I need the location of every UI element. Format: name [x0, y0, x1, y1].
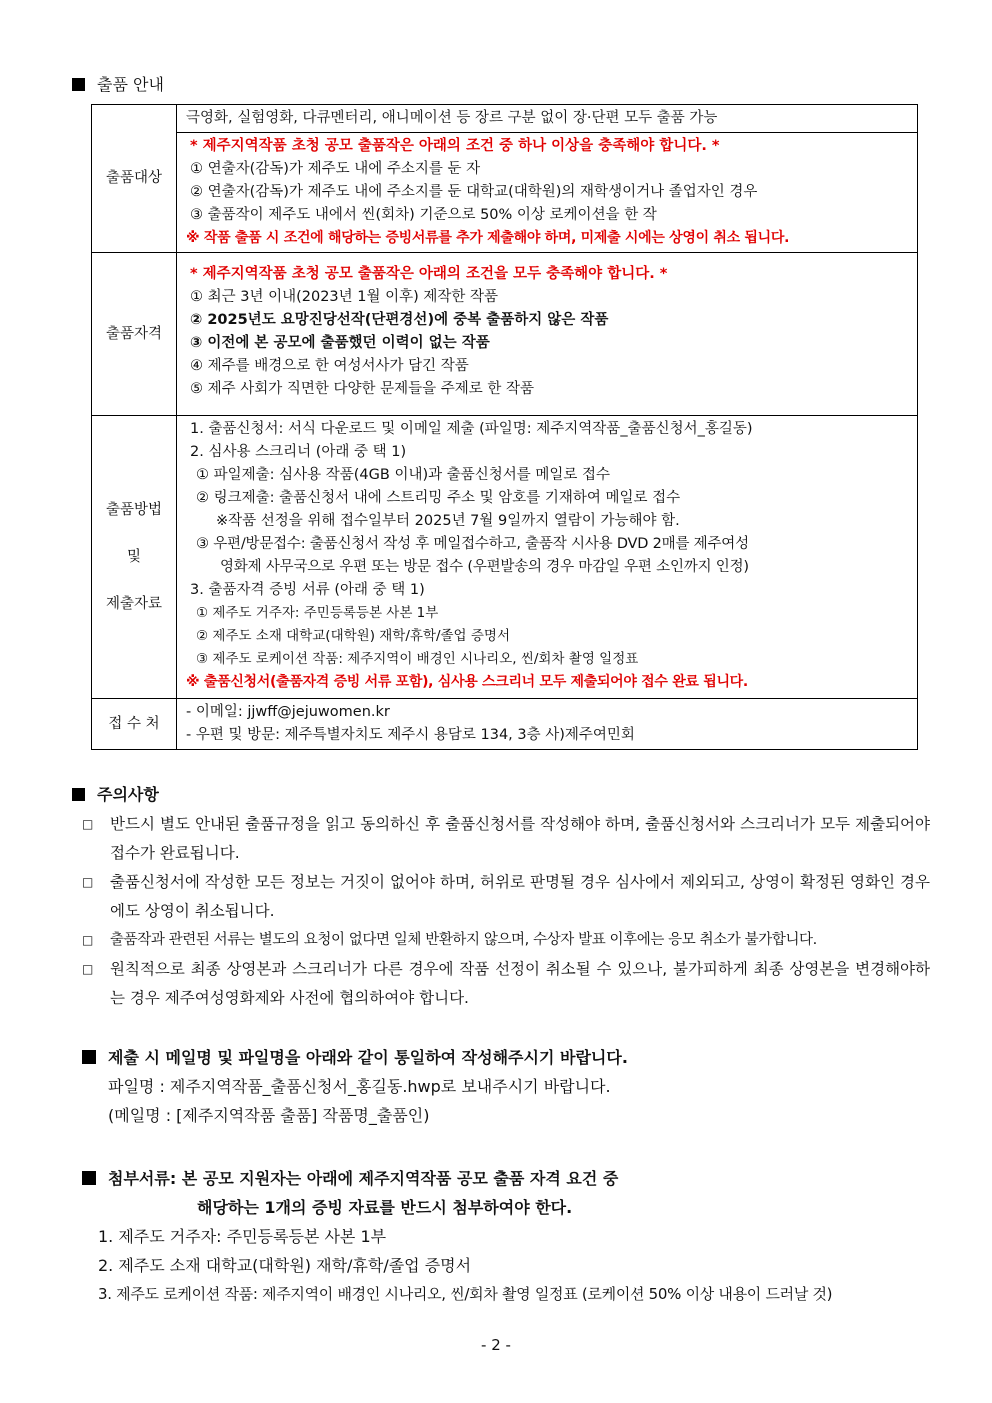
target-general: 극영화, 실험영화, 다큐멘터리, 애니메이션 등 장르 구분 없이 장·단편 모두 출품 가능: [177, 105, 918, 133]
checkbox-bullet-icon: □: [82, 933, 94, 947]
attachments-section: [82, 1164, 942, 1309]
list-item: □ 반드시 별도 안내된 출품규정을 읽고 동의하신 후 출품신청서를 작성해야 하며, 출품신청서와 스크리너가 모두 제출되어야 접수가 완료됩니다.: [80, 810, 930, 868]
row-label-contact: 접 수 처: [92, 699, 177, 750]
target-warning: ※ 작품 출품 시 조건에 해당하는 증빙서류를 추가 제출해야 하며, 미제출 시에는 상영이 취소 됩니다.: [186, 230, 790, 246]
method-details: [177, 416, 918, 699]
section-heading-precautions: 주의사항: [72, 782, 159, 805]
naming-instructions: [82, 1043, 942, 1130]
square-bullet-icon: [72, 788, 85, 801]
checkbox-bullet-icon: □: [82, 962, 94, 976]
list-item: 2. 심사용 스크리너 (아래 중 택 1): [190, 444, 407, 460]
list-item: ② 연출자(감독)가 제주도 내에 주소지를 둔 대학교(대학원)의 재학생이거나 졸업자인 경우: [190, 184, 758, 200]
list-item: ② 링크제출: 출품신청서 내에 스트리밍 주소 및 암호를 기재하여 메일로 접수: [196, 490, 681, 506]
list-item: 1. 출품신청서: 서식 다운로드 및 이메일 제출 (파일명: 제주지역작품_출품신청서_홍길동): [190, 421, 753, 437]
list-item: ② 2025년도 요망진당선작(단편경선)에 중복 출품하지 않은 작품: [190, 312, 609, 328]
list-item: ① 최근 3년 이내(2023년 1월 이후) 제작한 작품: [190, 289, 499, 305]
list-item: □ 출품작과 관련된 서류는 별도의 요청이 없다면 일체 반환하지 않으며, 수상자 발표 이후에는 응모 취소가 불가합니다.: [80, 926, 930, 955]
row-label-target: 출품대상: [92, 105, 177, 253]
list-item: 1. 제주도 거주자: 주민등록등본 사본 1부: [98, 1227, 387, 1246]
contact-address: - 우편 및 방문: 제주특별자치도 제주시 용담로 134, 3층 사)제주여민회: [186, 727, 635, 743]
list-item: ① 연출자(감독)가 제주도 내에 주소지를 둔 자: [190, 161, 481, 177]
target-notice: * 제주지역작품 초청 공모 출품작은 아래의 조건 중 하나 이상을 충족해야 합니다. *: [190, 138, 720, 154]
section-heading-submission-guide: 출품 안내: [72, 72, 164, 95]
table-row-qualification: [92, 253, 918, 416]
list-item: 3. 출품자격 증빙 서류 (아래 중 택 1): [190, 582, 425, 598]
list-item: ① 파일제출: 심사용 작품(4GB 이내)과 출품신청서를 메일로 접수: [196, 467, 611, 483]
list-item: 영화제 사무국으로 우편 또는 방문 접수 (우편발송의 경우 마감일 우편 소인까지 인정): [220, 559, 749, 575]
precautions-list: [80, 810, 930, 1013]
list-item: ③ 출품작이 제주도 내에서 씬(회차) 기준으로 50% 이상 로케이션을 한 작: [190, 207, 657, 223]
table-row-target: [92, 105, 918, 133]
checkbox-bullet-icon: □: [82, 875, 94, 889]
square-bullet-icon: [82, 1050, 96, 1064]
list-item: 3. 제주도 로케이션 작품: 제주지역이 배경인 시나리오, 씬/회차 촬영 일정표 (로케이션 50% 이상 내용이 드러날 것): [98, 1285, 833, 1303]
naming-file: 파일명 : 제주지역작품_출품신청서_홍길동.hwp로 보내주시기 바랍니다.: [108, 1077, 611, 1096]
square-bullet-icon: [72, 78, 85, 91]
list-item: ※작품 선정을 위해 접수일부터 2025년 7월 9일까지 열람이 가능해야 함.: [216, 513, 680, 529]
row-label-method: 출품방법 및 제출자료: [92, 416, 177, 699]
square-bullet-icon: [82, 1171, 96, 1185]
page-number: - 2 -: [481, 1336, 511, 1354]
qualification-conditions: [177, 253, 918, 416]
list-item: ⑤ 제주 사회가 직면한 다양한 문제들을 주제로 한 작품: [190, 381, 535, 397]
row-label-qualification: 출품자격: [92, 253, 177, 416]
list-item: ③ 이전에 본 공모에 출품했던 이력이 없는 작품: [190, 335, 490, 351]
list-item: ③ 우편/방문접수: 출품신청서 작성 후 메일접수하고, 출품작 시사용 DVD 2매를 제주여성: [196, 536, 749, 552]
attach-title: 첨부서류: 본 공모 지원자는 아래에 제주지역작품 공모 출품 자격 요건 중: [108, 1169, 619, 1188]
contact-details: [177, 699, 918, 750]
qualification-notice: * 제주지역작품 초청 공모 출품작은 아래의 조건을 모두 충족해야 합니다. *: [190, 266, 668, 282]
list-item: ① 제주도 거주자: 주민등록등본 사본 1부: [196, 605, 439, 621]
list-item: 2. 제주도 소재 대학교(대학원) 재학/휴학/졸업 증명서: [98, 1256, 472, 1275]
contact-email: - 이메일: jjwff@jejuwomen.kr: [186, 704, 390, 720]
list-item: ④ 제주를 배경으로 한 여성서사가 담긴 작품: [190, 358, 469, 374]
table-row-method: [92, 416, 918, 699]
list-item: ② 제주도 소재 대학교(대학원) 재학/휴학/졸업 증명서: [196, 628, 511, 644]
list-item: □ 출품신청서에 작성한 모든 정보는 거짓이 없어야 하며, 허위로 판명될 경우 심사에서 제외되고, 상영이 확정된 영화인 경우에도 상영이 취소됩니다.: [80, 868, 930, 926]
submission-info-table: [91, 104, 918, 750]
naming-title: 제출 시 메일명 및 파일명을 아래와 같이 통일하여 작성해주시기 바랍니다.: [108, 1048, 628, 1067]
naming-mail: (메일명 : [제주지역작품 출품] 작품명_출품인): [108, 1106, 430, 1125]
attach-subtitle: 해당하는 1개의 증빙 자료를 반드시 첨부하여야 한다.: [197, 1198, 573, 1217]
checkbox-bullet-icon: □: [82, 817, 94, 831]
table-row-contact: [92, 699, 918, 750]
method-warning: ※ 출품신청서(출품자격 증빙 서류 포함), 심사용 스크리너 모두 제출되어야 접수 완료 됩니다.: [186, 674, 748, 690]
target-conditions: [177, 133, 918, 253]
list-item: ③ 제주도 로케이션 작품: 제주지역이 배경인 시나리오, 씬/회차 촬영 일정표: [196, 651, 639, 667]
list-item: □ 원칙적으로 최종 상영본과 스크리너가 다른 경우에 작품 선정이 취소될 수 있으나, 불가피하게 최종 상영본을 변경해야하는 경우 제주여성영화제와 사전에 협의하여야 합니다.: [80, 955, 930, 1013]
